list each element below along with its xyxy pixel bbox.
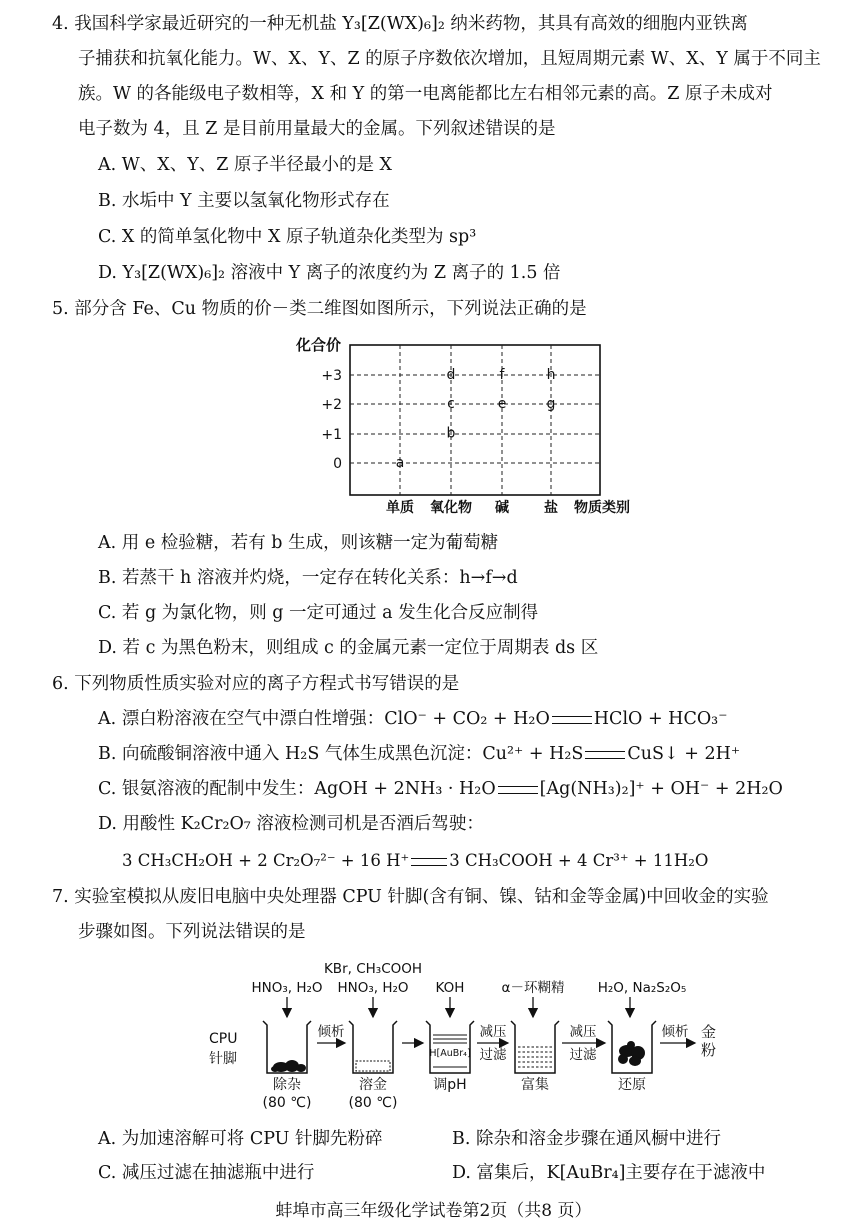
point-h: h	[546, 366, 556, 383]
step-2-temp: (80 ℃)	[348, 1095, 398, 1111]
point-g: g	[546, 396, 556, 413]
q7-option-b: B. 除杂和溶金步骤在通风橱中进行	[452, 1129, 721, 1149]
step-1-temp: (80 ℃)	[262, 1095, 312, 1111]
q4-option-b: B. 水垢中 Y 主要以氢氧化物形式存在	[98, 191, 390, 211]
arrow-4-label-1: 减压	[569, 1024, 597, 1040]
reagent-2: HNO₃, H₂O	[337, 980, 409, 996]
q7-option-c: C. 减压过滤在抽滤瓶中进行	[98, 1163, 315, 1183]
q4-stem-line3: 族。W 的各能级电子数相等，X 和 Y 的第一电离能都比左右相邻元素的高。Z 原子未成对	[78, 84, 773, 104]
product-label-2: 粉	[701, 1041, 717, 1059]
equals-sign	[411, 858, 447, 866]
q6-a-right: HClO + HCO₃⁻	[593, 709, 728, 729]
pins-label: 针脚	[209, 1051, 237, 1067]
cpu-label: CPU	[209, 1031, 238, 1047]
q6-b-left: B. 向硫酸铜溶液中通入 H₂S 气体生成黑色沉淀：Cu²⁺ + H₂S	[98, 744, 584, 764]
q5-option-b: B. 若蒸干 h 溶液并灼烧，一定存在转化关系：h→f→d	[98, 568, 518, 588]
product-label-1: 金	[701, 1023, 717, 1041]
q5-option-a: A. 用 e 检验糖，若有 b 生成，则该糖一定为葡萄糖	[98, 533, 499, 553]
q4-option-d: D. Y₃[Z(WX)₆]₂ 溶液中 Y 离子的浓度约为 Z 离子的 1.5 倍	[98, 263, 561, 283]
y-tick-plus2: +2	[321, 397, 342, 413]
q4-stem-line4: 电子数为 4，且 Z 是目前用量最大的金属。下列叙述错误的是	[78, 119, 556, 139]
q6-option-b	[98, 742, 740, 766]
beaker-3-label: H[AuBr₄]	[429, 1048, 471, 1059]
q7-option-d: D. 富集后，K[AuBr₄]主要存在于滤液中	[452, 1163, 766, 1183]
arrow-5-label: 倾析	[661, 1024, 689, 1040]
reagent-2-top: KBr, CH₃COOH	[323, 961, 423, 977]
q4-option-a: A. W、X、Y、Z 原子半径最小的是 X	[98, 155, 393, 175]
q6-stem: 6. 下列物质性质实验对应的离子方程式书写错误的是	[52, 674, 460, 694]
q6-a-left: A. 漂白粉溶液在空气中漂白性增强：ClO⁻ + CO₂ + H₂O	[98, 709, 550, 729]
reagent-3: KOH	[435, 980, 465, 996]
x-tick-base: 碱	[495, 500, 509, 516]
point-c: c	[447, 396, 455, 413]
q4-option-c: C. X 的简单氢化物中 X 原子轨道杂化类型为 sp³	[98, 227, 477, 247]
q5-option-d: D. 若 c 为黑色粉末，则组成 c 的金属元素一定位于周期表 ds 区	[98, 638, 599, 658]
q6-c-left: C. 银氨溶液的配制中发生：AgOH + 2NH₃ · H₂O	[98, 779, 496, 799]
chart-ylabel: 化合价	[296, 336, 342, 354]
step-4-label: 富集	[521, 1077, 549, 1093]
reagent-1: HNO₃, H₂O	[251, 980, 323, 996]
q4-stem-line1: 4. 我国科学家最近研究的一种无机盐 Y₃[Z(WX)₆]₂ 纳米药物，其具有高效的细胞内亚铁离	[52, 14, 748, 34]
equals-sign	[585, 751, 625, 759]
beaker-3	[426, 1021, 474, 1073]
step-3-label: 调pH	[433, 1077, 467, 1093]
point-e: e	[497, 396, 507, 413]
equals-sign	[498, 786, 538, 794]
q6-c-right: [Ag(NH₃)₂]⁺ + OH⁻ + 2H₂O	[539, 779, 783, 799]
point-d: d	[446, 366, 456, 383]
beaker-2	[349, 1021, 397, 1073]
q7-option-a: A. 为加速溶解可将 CPU 针脚先粉碎	[98, 1129, 383, 1149]
q6-d-equation	[122, 849, 708, 873]
q7-stem-line1: 7. 实验室模拟从废旧电脑中央处理器 CPU 针脚(含有铜、镍、钴和金等金属)中回收金的实验	[52, 887, 769, 907]
q5-stem: 5. 部分含 Fe、Cu 物质的价－类二维图如图所示，下列说法正确的是	[52, 299, 587, 319]
step-1-label: 除杂	[273, 1077, 301, 1093]
q6-d-left: 3 CH₃CH₂OH + 2 Cr₂O₇²⁻ + 16 H⁺	[122, 851, 410, 870]
reagent-5: H₂O, Na₂S₂O₅	[597, 980, 687, 996]
arrow-1-label: 倾析	[317, 1024, 345, 1040]
y-tick-zero: 0	[333, 456, 342, 472]
arrow-3-label-2: 过滤	[479, 1047, 507, 1063]
equals-sign	[552, 716, 592, 724]
point-b: b	[446, 425, 456, 442]
q6-option-a	[98, 707, 727, 731]
step-5-label: 还原	[618, 1077, 646, 1093]
arrow-3-label-1: 减压	[479, 1024, 507, 1040]
q6-option-d: D. 用酸性 K₂Cr₂O₇ 溶液检测司机是否酒后驾驶：	[98, 814, 484, 834]
cpu-pins-solid	[271, 1060, 306, 1072]
q5-option-c: C. 若 g 为氯化物，则 g 一定可通过 a 发生化合反应制得	[98, 603, 539, 623]
step-2-label: 溶金	[359, 1077, 387, 1093]
point-f: f	[499, 366, 505, 383]
y-tick-plus3: +3	[321, 368, 342, 384]
page-footer: 蚌埠市高三年级化学试卷第2页（共8 页）	[275, 1201, 592, 1221]
gold-solid	[356, 1061, 390, 1071]
gold-recovery-flowchart	[205, 955, 725, 1115]
reagent-4: α－环糊精	[501, 980, 565, 996]
q4-stem-line2: 子捕获和抗氧化能力。W、X、Y、Z 的原子序数依次增加，且短周期元素 W、X、Y 属于不同主	[78, 49, 821, 69]
gold-precipitate	[618, 1041, 645, 1066]
valence-class-chart	[290, 334, 650, 519]
arrow-4-label-2: 过滤	[569, 1047, 597, 1063]
x-tick-salt: 盐	[544, 500, 558, 516]
x-tick-elemental: 单质	[386, 500, 414, 516]
chart-xlabel: 物质类别	[574, 500, 630, 516]
point-a: a	[395, 455, 405, 471]
q6-option-c	[98, 777, 783, 801]
y-tick-plus1: +1	[321, 427, 342, 443]
q7-stem-line2: 步骤如图。下列说法错误的是	[78, 922, 306, 942]
q6-d-right: 3 CH₃COOH + 4 Cr³⁺ + 11H₂O	[449, 851, 709, 870]
x-tick-oxide: 氧化物	[430, 500, 472, 516]
q6-b-right: CuS↓ + 2H⁺	[627, 744, 741, 764]
